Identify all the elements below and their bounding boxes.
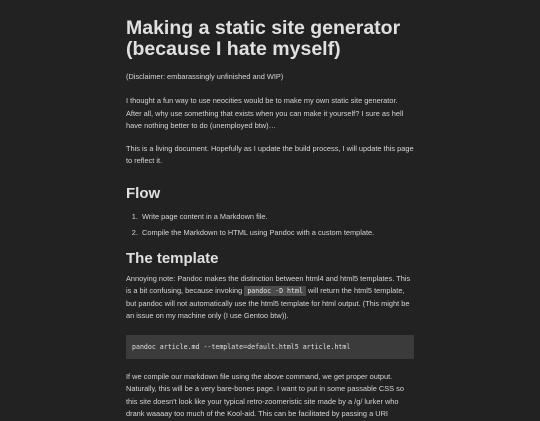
template-heading: The template [126, 249, 219, 267]
pandoc-note-text: Annoying note: Pandoc makes the distinction between html4 and html5 templates. This is a bit confusing, because invoking [126, 273, 411, 295]
pandoc-command: pandoc article.md --template=default.html5 article.html [132, 342, 351, 351]
living-document-paragraph: This is a living document. Hopefully as I update the build process, I will update this page to reflect it. [126, 143, 414, 165]
compile-paragraph: If we compile our markdown file using the above command, we get proper output. Naturally, this will be a very bare-bones page. I want to put in some passable CSS so this site doesn't look like your typical retro-zoomeristic site made by a /g/ lurker who drank waaaay too much of the Kool-aid. This can be facilitated by passing a URI [126, 371, 404, 418]
code-block [126, 335, 414, 359]
flow-step: 1. Write page content in a Markdown file. [140, 209, 414, 225]
article [126, 0, 414, 421]
pandoc-note-paragraph [126, 273, 414, 323]
flow-heading: Flow [126, 184, 161, 202]
flow-list [126, 209, 414, 241]
disclaimer: (Disclaimer: embarassingly unfinished and WIP) [126, 72, 284, 81]
pandoc-note-text: will return the html5 template, but pandoc will not automatically use the html5 template for html output. (This might be an issue on my machine only (I use Gentoo btw)). [126, 286, 410, 320]
page-title: Making a static site generator (because I hate myself) [126, 17, 401, 60]
intro-paragraph: I thought a fun way to use neocities would be to make my own static site generator. After all, why use something that exists when you can make it yourself? I sure as hell have nothing better to do (unemployed btw)… [126, 96, 404, 130]
inline-code: pandoc -D html [244, 286, 306, 296]
flow-step: 2. Compile the Markdown to HTML using Pandoc with a custom template. [140, 225, 414, 241]
